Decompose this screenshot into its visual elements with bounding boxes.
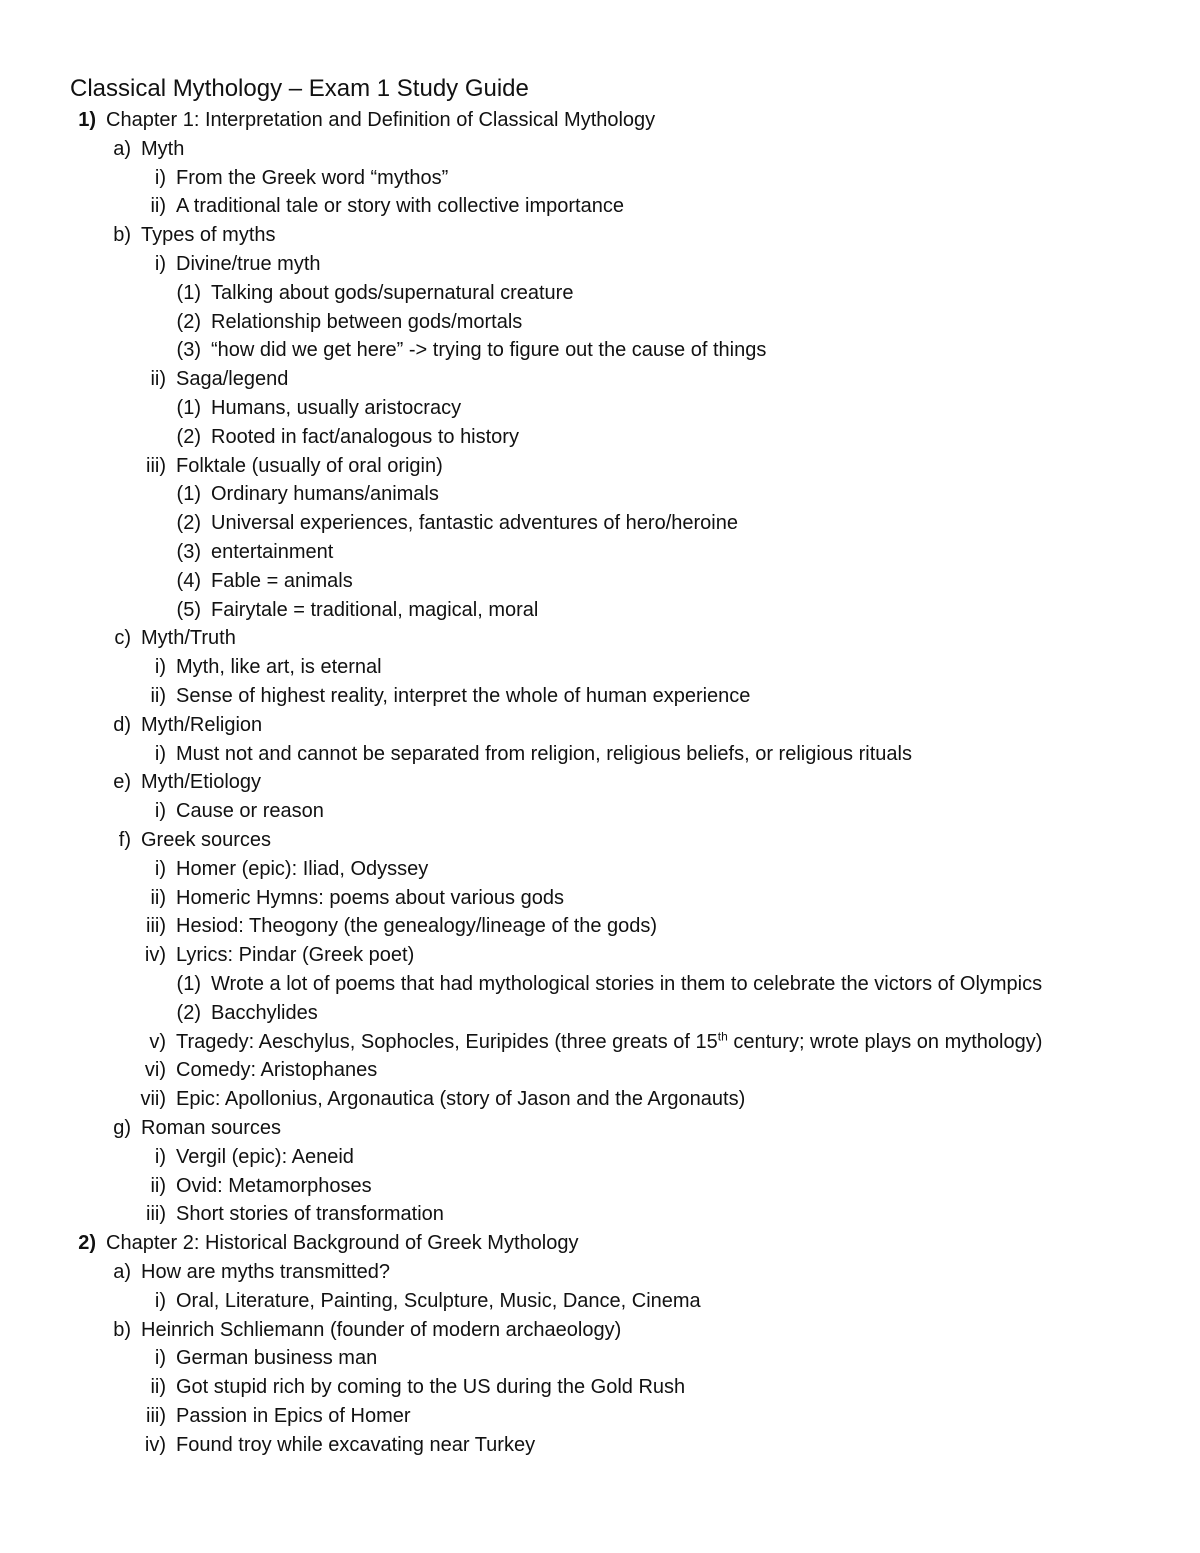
outline-item-level-3 — [146, 452, 443, 480]
outline-marker: e) — [113, 771, 131, 794]
outline-text: Tragedy: Aeschylus, Sophocles, Euripides (three greats of 15th century; wrote plays on mythology) — [176, 1028, 1043, 1053]
outline-text: A traditional tale or story with collective importance — [176, 195, 624, 218]
outline-text: Hesiod: Theogony (the genealogy/lineage of the gods) — [176, 915, 658, 938]
outline-item-level-3 — [154, 740, 912, 768]
outline-item-level-4 — [176, 970, 1043, 998]
outline-item-level-4 — [176, 999, 318, 1027]
outline-marker: (4) — [176, 569, 201, 592]
outline-marker: g) — [113, 1117, 131, 1139]
outline-text: German business man — [176, 1347, 378, 1370]
outline-text: Rooted in fact/analogous to history — [211, 425, 519, 448]
outline-item-level-3 — [154, 855, 429, 883]
outline-item-level-3 — [150, 884, 564, 912]
outline-text: Oral, Literature, Painting, Sculpture, Music, Dance, Cinema — [176, 1289, 701, 1312]
outline-item-level-3 — [154, 1143, 354, 1171]
outline-item-level-1 — [78, 106, 656, 134]
outline-text: Fable = animals — [211, 569, 353, 592]
outline-text: Short stories of transformation — [176, 1203, 444, 1226]
outline-marker: ii) — [150, 685, 166, 707]
outline-item-level-3 — [150, 682, 751, 710]
outline-item-level-3 — [146, 912, 658, 940]
outline-item-level-3 — [154, 797, 324, 825]
outline-text: Myth/Etiology — [141, 771, 262, 794]
outline-marker: ii) — [150, 1174, 166, 1197]
outline-marker: vi) — [144, 1059, 166, 1082]
outline-marker: ii) — [150, 1376, 166, 1399]
outline-item-level-3 — [144, 941, 415, 969]
outline-text: Relationship between gods/mortals — [211, 310, 523, 333]
outline-marker: 1) — [78, 109, 96, 131]
outline-item-level-4 — [176, 336, 767, 364]
outline-item-level-2 — [113, 135, 185, 163]
outline-text: From the Greek word “mythos” — [176, 166, 449, 189]
outline-text: Folktale (usually of oral origin) — [176, 454, 443, 477]
outline-text: How are myths transmitted? — [141, 1261, 390, 1283]
outline-text: Humans, usually aristocracy — [211, 397, 462, 419]
outline-marker: iii) — [146, 915, 166, 938]
outline-text: Universal experiences, fantastic adventures of hero/heroine — [211, 512, 738, 535]
superscript: th — [717, 1028, 728, 1043]
outline-text: Myth/Religion — [141, 713, 263, 736]
outline-text: Myth/Truth — [141, 627, 236, 650]
outline-item-level-4 — [176, 538, 334, 566]
outline-item-level-4 — [176, 509, 738, 537]
outline-item-level-3 — [150, 365, 289, 393]
outline-text: “how did we get here” -> trying to figure out the cause of things — [211, 339, 767, 362]
outline-marker: ii) — [150, 195, 166, 218]
outline-item-level-4 — [176, 394, 462, 422]
outline-text: Talking about gods/supernatural creature — [211, 281, 574, 304]
outline-item-level-2 — [113, 1316, 622, 1344]
outline-item-level-2 — [113, 1258, 390, 1286]
outline-text: Epic: Apollonius, Argonautica (story of Jason and the Argonauts) — [176, 1088, 746, 1111]
outline-marker: f) — [118, 829, 131, 851]
outline-item-level-4 — [176, 480, 439, 508]
outline-marker: iii) — [146, 1405, 166, 1427]
outline-marker: iii) — [146, 454, 166, 477]
outline-text: Heinrich Schliemann (founder of modern archaeology) — [141, 1318, 622, 1341]
outline-marker: a) — [113, 137, 131, 160]
outline-marker: i) — [154, 742, 166, 765]
outline-marker: (2) — [176, 425, 201, 448]
outline-marker: ii) — [150, 886, 166, 909]
outline-text: Comedy: Aristophanes — [176, 1059, 378, 1082]
outline-item-level-4 — [176, 308, 523, 336]
outline-item-level-1 — [78, 1229, 579, 1257]
outline-item-level-2 — [113, 711, 263, 739]
outline-item-level-3 — [150, 1172, 372, 1200]
outline-marker: b) — [113, 1318, 131, 1341]
outline-text: Homeric Hymns: poems about various gods — [176, 886, 564, 909]
outline-marker: (1) — [176, 281, 201, 304]
outline-item-level-3 — [149, 1028, 1043, 1056]
outline-marker: i) — [154, 1347, 166, 1370]
outline-marker: (3) — [176, 339, 201, 362]
outline-marker: i) — [154, 857, 166, 880]
outline-item-level-2 — [113, 221, 276, 249]
outline-item-level-4 — [176, 279, 574, 307]
outline-item-level-3 — [146, 1200, 444, 1228]
outline-marker: (1) — [176, 973, 201, 995]
outline-marker: (5) — [176, 598, 201, 621]
outline-text: Found troy while excavating near Turkey — [176, 1433, 536, 1456]
outline-marker: i) — [154, 1289, 166, 1312]
outline-text: Saga/legend — [176, 368, 289, 391]
outline-marker: (2) — [176, 310, 201, 333]
outline-text: Lyrics: Pindar (Greek poet) — [176, 944, 415, 967]
outline-marker: iii) — [146, 1203, 166, 1226]
outline-item-level-3 — [154, 250, 321, 278]
outline-item-level-2 — [113, 768, 262, 796]
outline-marker: (1) — [176, 483, 201, 506]
outline-marker: (1) — [176, 397, 201, 419]
outline-item-level-2 — [118, 826, 272, 854]
outline-item-level-2 — [114, 624, 236, 652]
outline-text: Types of myths — [141, 224, 276, 247]
outline-text: Cause or reason — [176, 800, 324, 823]
outline-marker: i) — [154, 253, 166, 275]
outline-marker: i) — [154, 166, 166, 189]
outline-text: Myth — [141, 137, 185, 160]
outline-text: Chapter 1: Interpretation and Definition of Classical Mythology — [106, 109, 656, 131]
document-title: Classical Mythology – Exam 1 Study Guide — [70, 75, 529, 102]
outline-item-level-3 — [154, 653, 382, 681]
outline-item-level-4 — [176, 567, 353, 595]
outline-item-level-3 — [140, 1085, 746, 1113]
outline-item-level-4 — [176, 423, 519, 451]
outline-marker: iv) — [144, 944, 166, 967]
outline-text: Chapter 2: Historical Background of Greek Mythology — [106, 1232, 579, 1255]
outline-marker: 2) — [78, 1232, 96, 1255]
outline-item-level-3 — [146, 1402, 411, 1430]
outline-text: Wrote a lot of poems that had mythological stories in them to celebrate the victors of Olympics — [211, 973, 1043, 995]
outline-marker: (3) — [176, 541, 201, 563]
outline-text: Got stupid rich by coming to the US during the Gold Rush — [176, 1376, 686, 1399]
outline-marker: i) — [154, 1145, 166, 1168]
outline-text: Must not and cannot be separated from religion, religious beliefs, or religious rituals — [176, 742, 912, 765]
outline-text: Sense of highest reality, interpret the whole of human experience — [176, 685, 751, 707]
outline-text: Ovid: Metamorphoses — [176, 1174, 372, 1197]
outline-text: entertainment — [211, 541, 334, 563]
outline-marker: ii) — [150, 368, 166, 391]
outline-item-level-3 — [154, 1287, 701, 1315]
outline-marker: d) — [113, 713, 131, 736]
outline-text: Fairytale = traditional, magical, moral — [211, 598, 539, 621]
outline-text: Passion in Epics of Homer — [176, 1405, 411, 1427]
outline-item-level-3 — [154, 164, 449, 192]
outline-text: Greek sources — [141, 829, 272, 851]
outline-item-level-4 — [176, 596, 539, 624]
outline-text: Myth, like art, is eternal — [176, 656, 382, 679]
outline-item-level-3 — [154, 1344, 378, 1372]
outline-marker: i) — [154, 800, 166, 823]
outline-item-level-2 — [113, 1114, 282, 1142]
outline-marker: v) — [149, 1030, 166, 1053]
outline-marker: c) — [114, 627, 131, 650]
outline-item-level-3 — [150, 192, 624, 220]
outline-text: Bacchylides — [211, 1001, 318, 1024]
outline-marker: (2) — [176, 512, 201, 535]
outline-text: Homer (epic): Iliad, Odyssey — [176, 857, 429, 880]
outline-marker: a) — [113, 1261, 131, 1283]
outline-text: Ordinary humans/animals — [211, 483, 439, 506]
outline-item-level-3 — [144, 1431, 536, 1459]
outline-marker: i) — [154, 656, 166, 679]
outline-marker: iv) — [144, 1433, 166, 1456]
outline-text: Divine/true myth — [176, 253, 321, 275]
outline-item-level-3 — [150, 1373, 686, 1401]
outline-item-level-3 — [144, 1056, 378, 1084]
outline-marker: (2) — [176, 1001, 201, 1024]
outline-marker: vii) — [140, 1088, 166, 1111]
outline-text: Roman sources — [141, 1117, 282, 1139]
outline-text: Vergil (epic): Aeneid — [176, 1145, 354, 1168]
outline-marker: b) — [113, 224, 131, 247]
